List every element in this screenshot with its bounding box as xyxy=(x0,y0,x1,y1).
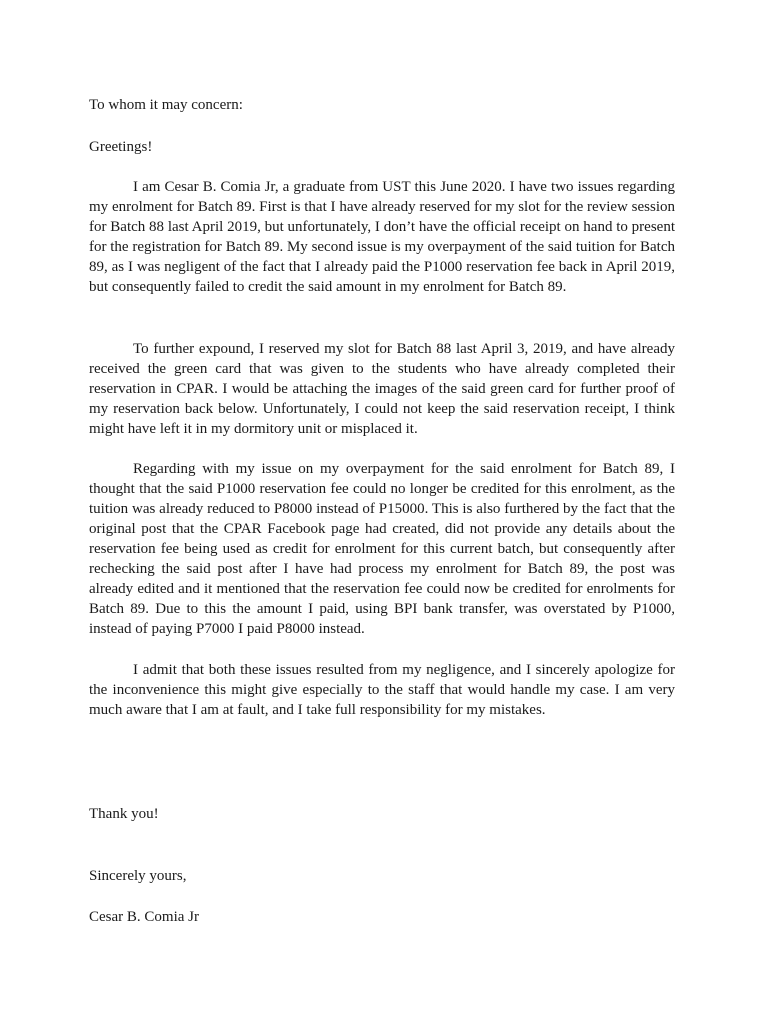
closing-line: Sincerely yours, xyxy=(89,868,187,884)
salutation: To whom it may concern: xyxy=(89,97,243,113)
greeting: Greetings! xyxy=(89,139,153,155)
signature-name: Cesar B. Comia Jr xyxy=(89,909,199,925)
body-paragraph-4: I admit that both these issues resulted from my negligence, and I sincerely apologize for the inconvenience this might give especially to the staff that would handle my case. I am very much aware that I am at fault, and I take full responsibility for my mistakes. xyxy=(89,662,675,718)
body-paragraph-2: To further expound, I reserved my slot for Batch 88 last April 3, 2019, and have already received the green card that was given to the students who have already completed their reservation in CPAR. I would be attaching the images of the said green card for further proof of my reservation back below. Unfortunately, I could not keep the said reservation receipt, I think might have left it in my dormitory unit or misplaced it. xyxy=(89,341,675,437)
body-paragraph-3: Regarding with my issue on my overpayment for the said enrolment for Batch 89, I thought that the said P1000 reservation fee could no longer be credited for this enrolment, as the tuition was already reduced to P8000 instead of P15000. This is also furthered by the fact that the original post that the CPAR Facebook page had created, did not provide any details about the reservation fee being used as credit for enrolment for this current batch, but consequently after rechecking the said post after I have had process my enrolment for Batch 89, the post was already edited and it mentioned that the reservation fee could now be credited for enrolments for Batch 89. Due to this the amount I paid, using BPI bank transfer, was overstated by P1000, instead of paying P7000 I paid P8000 instead. xyxy=(89,461,675,637)
body-paragraph-1: I am Cesar B. Comia Jr, a graduate from UST this June 2020. I have two issues regarding my enrolment for Batch 89. First is that I have already reserved for my slot for the review session for Batch 88 last April 2019, but unfortunately, I don’t have the official receipt on hand to present for the registration for Batch 89. My second issue is my overpayment of the said tuition for Batch 89, as I was negligent of the fact that I already paid the P1000 reservation fee back in April 2019, but consequently failed to credit the said amount in my enrolment for Batch 89. xyxy=(89,179,675,295)
thanks-line: Thank you! xyxy=(89,806,159,822)
